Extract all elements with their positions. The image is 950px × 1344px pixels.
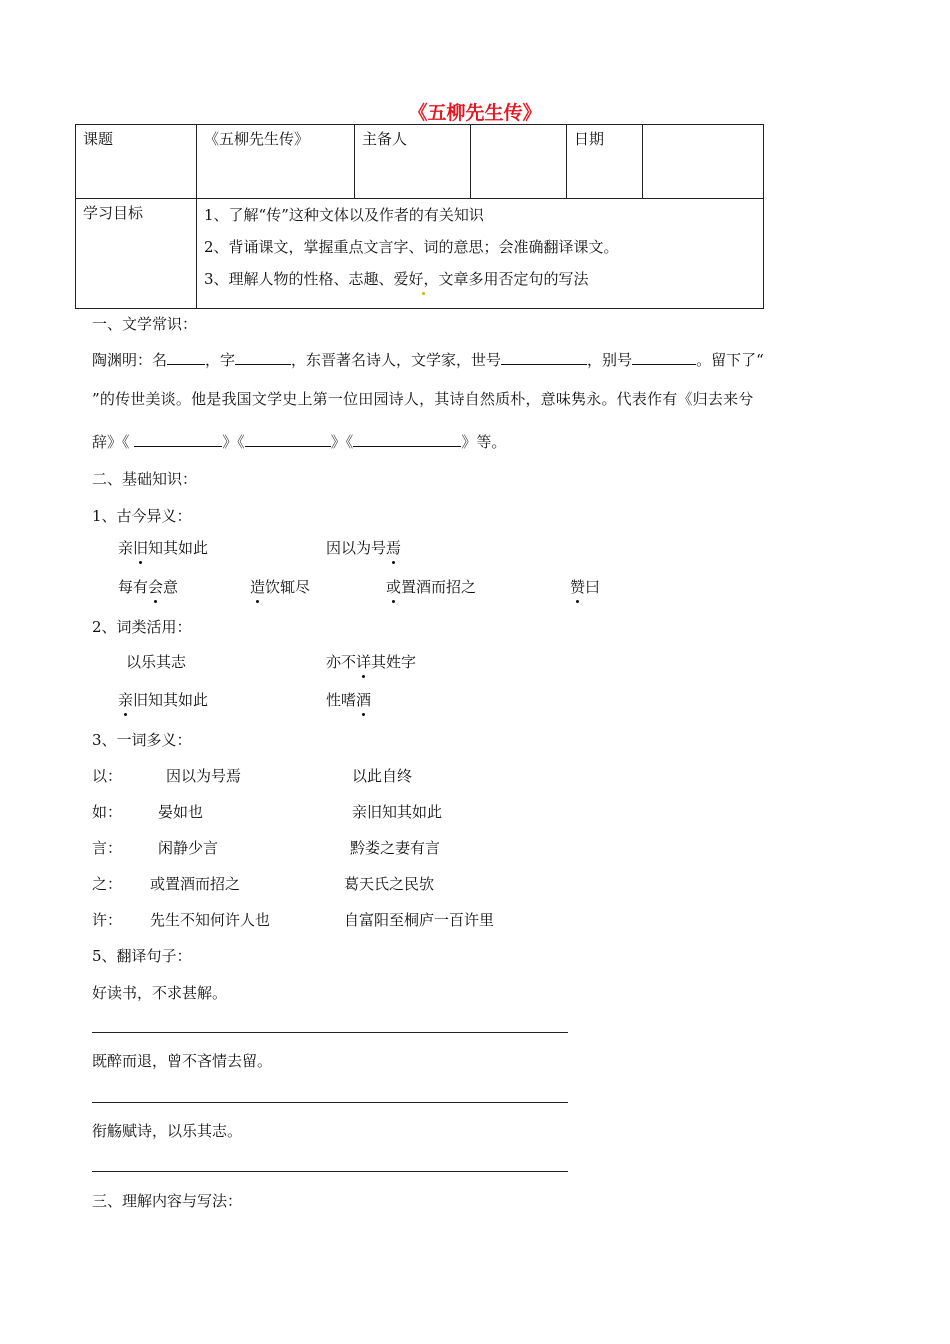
yiduo-example-a: 先生不知何许人也 bbox=[150, 911, 271, 929]
topic-label: 课题 bbox=[76, 125, 197, 199]
goals-label: 学习目标 bbox=[76, 199, 197, 309]
blank-work-2[interactable] bbox=[245, 430, 331, 447]
goal-1: 1、了解“传”这种文体以及作者的有关知识 bbox=[204, 206, 484, 224]
yiduo-example-a: 晏如也 bbox=[158, 803, 204, 821]
yiduo-char: 如： bbox=[92, 803, 123, 821]
cilei-item: 性嗜酒 bbox=[326, 691, 372, 709]
answer-line-2[interactable] bbox=[92, 1102, 568, 1103]
answer-line-3[interactable] bbox=[92, 1171, 568, 1172]
yiduo-char: 许： bbox=[92, 911, 123, 929]
goal-3: 3、理解人物的性格、志趣、爱好，文章多用否定句的写法 bbox=[204, 270, 589, 288]
blank-alias[interactable] bbox=[632, 348, 696, 365]
blank-work-3[interactable] bbox=[353, 430, 461, 447]
page-title: 《五柳先生传》 bbox=[408, 102, 542, 124]
blank-title[interactable] bbox=[501, 348, 587, 365]
yiduo-example-b: 黔娄之妻有言 bbox=[350, 839, 441, 857]
gujin-heading: 1、古今异义： bbox=[92, 507, 192, 525]
yiduo-example-b: 亲旧知其如此 bbox=[352, 803, 443, 821]
gujin-item: 每有会意 bbox=[118, 578, 179, 596]
date-label: 日期 bbox=[567, 125, 643, 199]
goal-2: 2、背诵课文，掌握重点文言字、词的意思；会准确翻译课文。 bbox=[204, 238, 619, 256]
blank-courtesy-name[interactable] bbox=[235, 348, 291, 365]
gujin-item: 造饮辄尽 bbox=[250, 578, 311, 596]
gujin-item: 或置酒而招之 bbox=[386, 578, 477, 596]
cilei-heading: 2、词类活用： bbox=[92, 618, 192, 636]
gujin-item: 亲旧知其如此 bbox=[118, 539, 209, 557]
literature-line-3: 辞》《 》《 》《 》等。 bbox=[92, 430, 506, 452]
section3-heading: 三、理解内容与写法： bbox=[92, 1192, 243, 1210]
yiduo-char: 言： bbox=[92, 839, 123, 857]
section2-heading: 二、基础知识： bbox=[92, 470, 198, 488]
yiduo-example-a: 因以为号焉 bbox=[166, 767, 242, 785]
date-value bbox=[643, 125, 764, 199]
yiduo-char: 之： bbox=[92, 875, 123, 893]
yiduo-char: 以： bbox=[92, 767, 123, 785]
literature-line-2: ”的传世美谈。他是我国文学史上第一位田园诗人，其诗自然质朴，意味隽永。代表作有《归去来兮 bbox=[92, 390, 754, 408]
gujin-item: 赞曰 bbox=[570, 578, 601, 596]
cilei-item: 亦不详其姓字 bbox=[326, 653, 417, 671]
yiduo-example-a: 或置酒而招之 bbox=[150, 875, 241, 893]
yiduo-example-b: 葛天氏之民欤 bbox=[344, 875, 435, 893]
translate-sentence-1: 好读书，不求甚解。 bbox=[92, 984, 228, 1002]
goals-cell bbox=[197, 199, 764, 309]
answer-line-1[interactable] bbox=[92, 1032, 568, 1033]
yiduo-example-b: 以此自终 bbox=[352, 767, 413, 785]
blank-name[interactable] bbox=[167, 348, 205, 365]
gujin-item: 因以为号焉 bbox=[326, 539, 402, 557]
preparer-label: 主备人 bbox=[355, 125, 471, 199]
info-table bbox=[75, 124, 764, 309]
topic-value: 《五柳先生传》 bbox=[197, 125, 355, 199]
yiduo-example-a: 闲静少言 bbox=[158, 839, 219, 857]
cilei-item: 亲旧知其如此 bbox=[118, 691, 209, 709]
blank-work-1[interactable] bbox=[134, 430, 222, 447]
literature-line-1: 陶渊明：名 ，字 ，东晋著名诗人，文学家，世号 ，别号 。留下了“ bbox=[92, 348, 764, 370]
yiduo-heading: 3、一词多义： bbox=[92, 731, 192, 749]
preparer-value bbox=[471, 125, 567, 199]
translate-sentence-2: 既醉而退，曾不吝情去留。 bbox=[92, 1052, 273, 1070]
translate-sentence-3: 衔觞赋诗，以乐其志。 bbox=[92, 1122, 243, 1140]
yiduo-example-b: 自富阳至桐庐一百许里 bbox=[344, 911, 495, 929]
cilei-item: 以乐其志 bbox=[126, 653, 187, 671]
fanyi-heading: 5、翻译句子： bbox=[92, 947, 192, 965]
section1-heading: 一、文学常识： bbox=[92, 315, 198, 333]
